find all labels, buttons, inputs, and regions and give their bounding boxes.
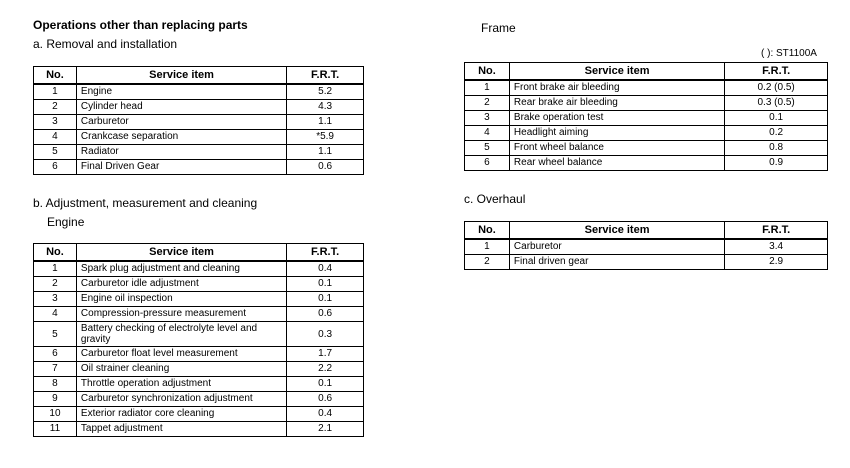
service-item: Final driven gear bbox=[509, 255, 724, 270]
service-item: Front brake air bleeding bbox=[509, 80, 724, 96]
row-number: 6 bbox=[465, 156, 510, 171]
service-item: Brake operation test bbox=[509, 111, 724, 126]
frt-value: 2.2 bbox=[287, 362, 364, 377]
row-number: 1 bbox=[34, 84, 77, 100]
table-row bbox=[34, 347, 364, 362]
row-number: 1 bbox=[465, 80, 510, 96]
table-row bbox=[34, 160, 364, 175]
frt-value: 0.9 bbox=[725, 156, 828, 171]
col-header-no: No. bbox=[465, 63, 510, 81]
engine-adjustment-table bbox=[33, 243, 364, 437]
frt-value: 3.4 bbox=[725, 239, 828, 255]
table-row bbox=[34, 145, 364, 160]
row-number: 9 bbox=[34, 392, 77, 407]
table-row bbox=[34, 392, 364, 407]
row-number: 2 bbox=[465, 96, 510, 111]
page-title: Operations other than replacing parts bbox=[33, 18, 248, 32]
service-item: Engine bbox=[76, 84, 286, 100]
table-row bbox=[34, 307, 364, 322]
col-header-no: No. bbox=[34, 244, 77, 262]
row-number: 6 bbox=[34, 347, 77, 362]
row-number: 6 bbox=[34, 160, 77, 175]
col-header-item: Service item bbox=[76, 67, 286, 85]
frt-value: 0.1 bbox=[287, 277, 364, 292]
row-number: 4 bbox=[34, 307, 77, 322]
table-row bbox=[465, 96, 828, 111]
col-header-item: Service item bbox=[509, 222, 724, 240]
table-row bbox=[34, 277, 364, 292]
table-row bbox=[34, 377, 364, 392]
row-number: 10 bbox=[34, 407, 77, 422]
table-row bbox=[34, 130, 364, 145]
row-number: 3 bbox=[34, 292, 77, 307]
service-item: Carburetor float level measurement bbox=[76, 347, 286, 362]
row-number: 5 bbox=[465, 141, 510, 156]
table-row bbox=[34, 84, 364, 100]
table-row bbox=[34, 100, 364, 115]
frt-value: *5.9 bbox=[287, 130, 364, 145]
col-header-frt: F.R.T. bbox=[725, 63, 828, 81]
section-c-heading: c. Overhaul bbox=[464, 192, 526, 206]
frt-value: 2.9 bbox=[725, 255, 828, 270]
service-item: Battery checking of electrolyte level and gravity bbox=[76, 322, 286, 347]
table-row bbox=[465, 239, 828, 255]
row-number: 8 bbox=[34, 377, 77, 392]
service-item: Cylinder head bbox=[76, 100, 286, 115]
frt-value: 0.4 bbox=[287, 261, 364, 277]
overhaul-rows bbox=[465, 239, 828, 270]
frt-value: 0.3 (0.5) bbox=[725, 96, 828, 111]
table-row bbox=[465, 126, 828, 141]
service-item: Exterior radiator core cleaning bbox=[76, 407, 286, 422]
frt-value: 1.1 bbox=[287, 115, 364, 130]
frame-table bbox=[464, 62, 828, 171]
row-number: 2 bbox=[465, 255, 510, 270]
service-item: Carburetor synchronization adjustment bbox=[76, 392, 286, 407]
service-item: Throttle operation adjustment bbox=[76, 377, 286, 392]
col-header-frt: F.R.T. bbox=[725, 222, 828, 240]
row-number: 3 bbox=[34, 115, 77, 130]
frt-value: 0.8 bbox=[725, 141, 828, 156]
service-item: Headlight aiming bbox=[509, 126, 724, 141]
row-number: 11 bbox=[34, 422, 77, 437]
frt-value: 1.7 bbox=[287, 347, 364, 362]
row-number: 7 bbox=[34, 362, 77, 377]
row-number: 4 bbox=[34, 130, 77, 145]
col-header-item: Service item bbox=[509, 63, 724, 81]
frt-value: 4.3 bbox=[287, 100, 364, 115]
col-header-no: No. bbox=[465, 222, 510, 240]
service-item: Final Driven Gear bbox=[76, 160, 286, 175]
table-row bbox=[34, 422, 364, 437]
engine-rows bbox=[34, 261, 364, 437]
table-row bbox=[34, 407, 364, 422]
row-number: 2 bbox=[34, 100, 77, 115]
frt-value: 2.1 bbox=[287, 422, 364, 437]
frame-note: ( ): ST1100A bbox=[761, 48, 817, 59]
section-b-subheading: Engine bbox=[47, 215, 85, 229]
col-header-frt: F.R.T. bbox=[287, 67, 364, 85]
table-row bbox=[34, 292, 364, 307]
frt-value: 0.1 bbox=[725, 111, 828, 126]
service-item: Crankcase separation bbox=[76, 130, 286, 145]
table-row bbox=[34, 261, 364, 277]
service-item: Rear wheel balance bbox=[509, 156, 724, 171]
frt-value: 0.6 bbox=[287, 392, 364, 407]
row-number: 2 bbox=[34, 277, 77, 292]
frt-value: 1.1 bbox=[287, 145, 364, 160]
service-item: Front wheel balance bbox=[509, 141, 724, 156]
service-item: Carburetor bbox=[76, 115, 286, 130]
service-item: Oil strainer cleaning bbox=[76, 362, 286, 377]
service-item: Tappet adjustment bbox=[76, 422, 286, 437]
table-row bbox=[34, 322, 364, 347]
frt-value: 0.4 bbox=[287, 407, 364, 422]
frt-value: 0.6 bbox=[287, 307, 364, 322]
row-number: 4 bbox=[465, 126, 510, 141]
col-header-frt: F.R.T. bbox=[287, 244, 364, 262]
table-row bbox=[34, 362, 364, 377]
service-item: Spark plug adjustment and cleaning bbox=[76, 261, 286, 277]
frt-value: 0.1 bbox=[287, 292, 364, 307]
section-a-heading: a. Removal and installation bbox=[33, 37, 178, 51]
frt-value: 0.2 bbox=[725, 126, 828, 141]
frt-value: 0.3 bbox=[287, 322, 364, 347]
row-number: 3 bbox=[465, 111, 510, 126]
service-item: Radiator bbox=[76, 145, 286, 160]
table-row bbox=[34, 115, 364, 130]
table-row bbox=[465, 111, 828, 126]
frame-rows bbox=[465, 80, 828, 171]
service-item: Engine oil inspection bbox=[76, 292, 286, 307]
frt-value: 0.1 bbox=[287, 377, 364, 392]
col-header-item: Service item bbox=[76, 244, 286, 262]
removal-table bbox=[33, 66, 364, 175]
table-row bbox=[465, 80, 828, 96]
row-number: 5 bbox=[34, 322, 77, 347]
frame-heading: Frame bbox=[481, 21, 516, 35]
table-row bbox=[465, 255, 828, 270]
service-item: Compression-pressure measurement bbox=[76, 307, 286, 322]
service-item: Carburetor bbox=[509, 239, 724, 255]
frt-value: 0.2 (0.5) bbox=[725, 80, 828, 96]
service-item: Carburetor idle adjustment bbox=[76, 277, 286, 292]
frt-value: 5.2 bbox=[287, 84, 364, 100]
col-header-no: No. bbox=[34, 67, 77, 85]
removal-rows bbox=[34, 84, 364, 175]
table-row bbox=[465, 141, 828, 156]
service-item: Rear brake air bleeding bbox=[509, 96, 724, 111]
overhaul-table bbox=[464, 221, 828, 270]
row-number: 1 bbox=[465, 239, 510, 255]
frt-value: 0.6 bbox=[287, 160, 364, 175]
row-number: 5 bbox=[34, 145, 77, 160]
table-row bbox=[465, 156, 828, 171]
section-b-heading: b. Adjustment, measurement and cleaning bbox=[33, 196, 258, 210]
row-number: 1 bbox=[34, 261, 77, 277]
